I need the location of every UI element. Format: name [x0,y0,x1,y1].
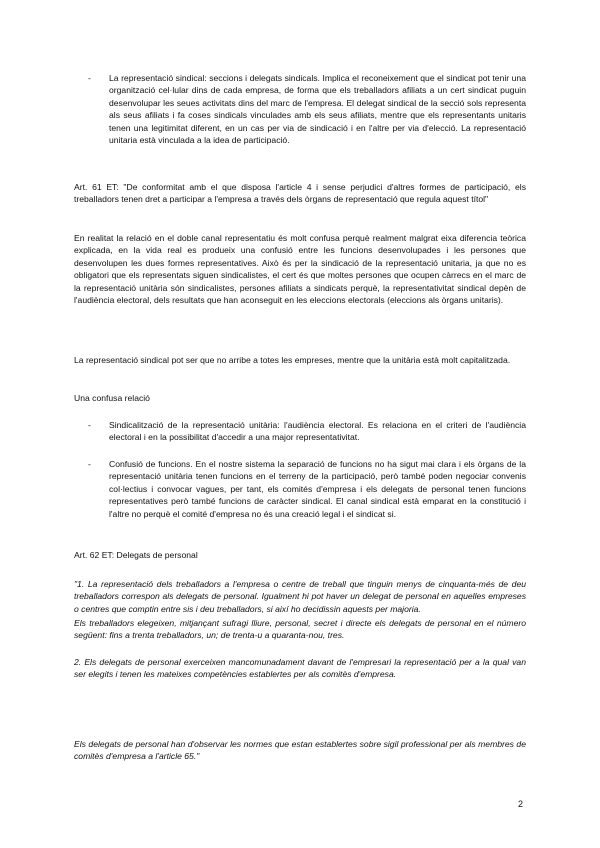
paragraph-representacio: La representació sindical pot ser que no arribe a totes les empreses, mentre que la unitària està molt capitalitzada. [74,355,511,365]
quote-paragraph-1: "1. La representació dels treballadors a l'empresa o centre de treball que tinguin menys de cinquanta-més de deu treballadors correspon als delegats de personal. Igualment hi pot haver un delegat de personal en aquelles empreses o centres que comptin entre sis i deu treballadors, si així ho decidissin aquests per majoria. [74,579,526,614]
list-dash: - [88,73,91,83]
list-item-text: La representació sindical: seccions i delegats sindicals. Implica el reconeixement que el sindicat pot tenir una organització cel·lular dins de cada empresa, de forma que els treballadors afiliats a un cert sindicat puguin desenvolupar les seues activitats dins del marc de l'empresa. El delegat sindical de la secció sols representa als seus afiliats i fa coses sindicals vinculades amb els seus afiliats, mentre que els representants unitaris tenen una legitimitat diferent, en un cas per via de sindicació i en l'altre per via d'elecció. La representació unitaria està vinculada a la idea de participació. [109,73,526,146]
quote-paragraph-3: 2. Els delegats de personal exerceixen mancomunadament davant de l'empresari la representació per a la qual van ser elegits i tenen les mateixes competències establertes per als comitès d'empresa. [74,657,526,680]
art-61-paragraph: Art. 61 ET: "De conformitat amb el que disposa l'article 4 i sense perjudici d'altres formes de participació, els treballadors tenen dret a participar a l'empresa a través dels òrgans de representació que regula aquest títol" [74,182,526,205]
list-item-representacio-sindical [88,72,526,146]
list-dash: - [88,420,91,430]
art-62-heading: Art. 62 ET: Delegats de personal [74,550,198,560]
section-heading: Una confusa relació [74,393,150,403]
quote-paragraph-4: Els delegats de personal han d'observar les normes que estan establertes sobre sigil professional per als membres de comitès d'empresa a l'article 65." [74,739,526,762]
page-number: 2 [518,799,524,809]
list-item-text: Sindicalització de la representació unitària: l'audiència electoral. Es relaciona en el criteri de l'audiència electoral i en la possibilitat d'accedir a una major representativitat. [109,420,526,443]
list-item-sindicalitzacio [88,419,526,444]
quote-paragraph-2: Els treballadors elegeixen, mitjançant sufragi lliure, personal, secret i directe els delegats de personal en el número següent: fins a trenta treballadors, un; de trenta-u a quaranta-nou, tres. [74,618,526,641]
list-item-text: Confusió de funcions. En el nostre sistema la separació de funcions no ha sigut mai clara i els òrgans de la representació unitària tenen funcions en el terreny de la participació, però també poden negociar convenis col·lectius i convocar vagues, per tant, els comités d'empresa i els delegats de personal tenen funcions representatives però també funcions de caràcter sindical. El canal sindical està emparat en la constitució i l'altre no perquè el comité d'empresa no és una creació legal i el sindicat si. [109,459,526,519]
paragraph-realitat: En realitat la relació en el doble canal representatiu és molt confusa perquè realment malgrat eixa diferencia teòrica explicada, en la vida real es produeix una confusió entre les funcions desenvolupades i les persones que desenvolupen les dues formes representatives. Això és per la sindicació de la representació unitaria, ja que no es obligatori que els representats siguen sindicalistes, el cert és que moltes persones que ocupen càrrecs en el marc de la representació unitària són sindicalistes, persones afiliats a sindicats perquè, la representativitat sindical depèn de l'audiència electoral, dels resultats que han aconseguit en les eleccions electorals (eleccions als òrgans unitaris). [74,233,526,306]
list-dash: - [88,459,91,469]
list-item-confusio-funcions [88,458,526,520]
